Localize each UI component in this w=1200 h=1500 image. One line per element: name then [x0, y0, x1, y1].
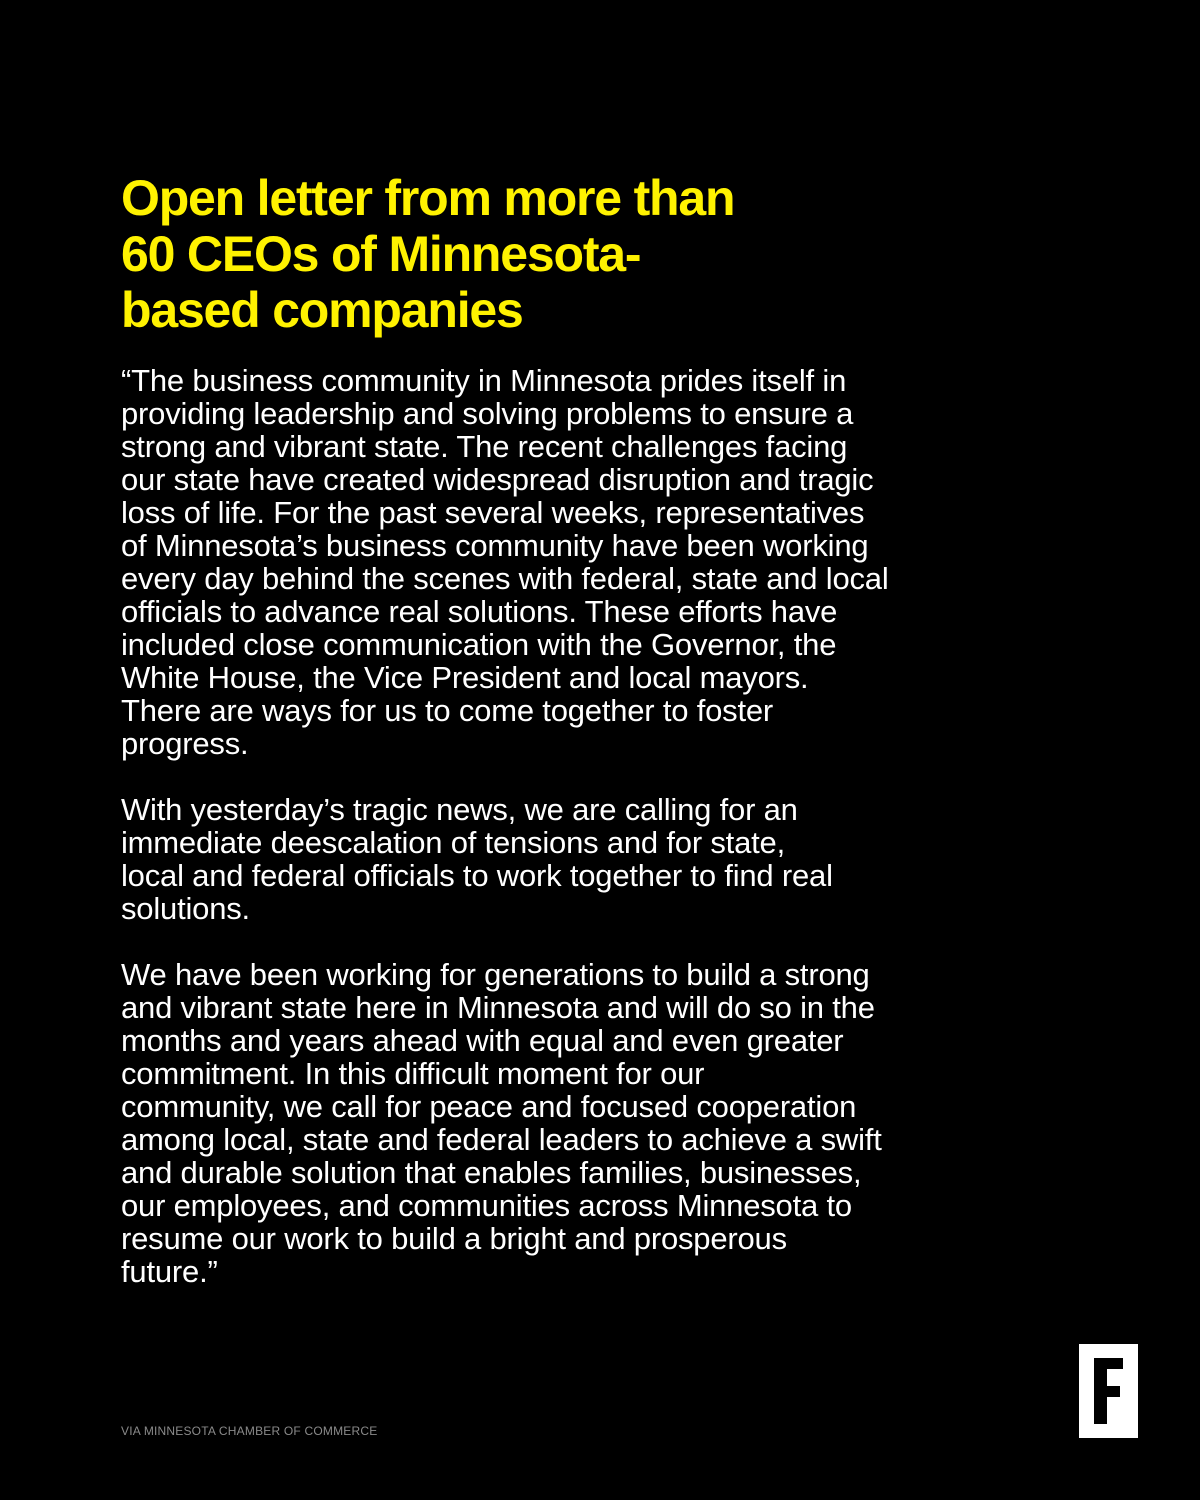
headline-line: based companies [121, 282, 523, 338]
source-credit: VIA MINNESOTA CHAMBER OF COMMERCE [121, 1424, 378, 1438]
text-line: White House, the Vice President and local mayors. [121, 660, 809, 695]
text-line: every day behind the scenes with federal, state and local [121, 561, 889, 596]
letter-paragraph-3 [121, 958, 1081, 1288]
text-line: We have been working for generations to build a strong [121, 957, 870, 992]
text-line: included close communication with the Governor, the [121, 627, 837, 662]
text-line: progress. [121, 726, 249, 761]
text-line: our employees, and communities across Minnesota to [121, 1188, 852, 1223]
text-line: and durable solution that enables families, businesses, [121, 1155, 862, 1190]
text-line: officials to advance real solutions. These efforts have [121, 594, 838, 629]
text-line: of Minnesota’s business community have been working [121, 528, 869, 563]
text-line: our state have created widespread disruption and tragic [121, 462, 874, 497]
text-line: local and federal officials to work together to find real [121, 858, 833, 893]
text-line: solutions. [121, 891, 250, 926]
text-line: immediate deescalation of tensions and for state, [121, 825, 785, 860]
text-line: “The business community in Minnesota prides itself in [121, 363, 847, 398]
headline-line: 60 CEOs of Minnesota- [121, 226, 641, 282]
text-line: providing leadership and solving problems to ensure a [121, 396, 854, 431]
text-line: There are ways for us to come together to foster [121, 693, 774, 728]
text-line: strong and vibrant state. The recent challenges facing [121, 429, 848, 464]
text-line: months and years ahead with equal and even greater [121, 1023, 844, 1058]
text-line: loss of life. For the past several weeks, representatives [121, 495, 865, 530]
brand-logo-icon [1079, 1344, 1138, 1438]
text-line: resume our work to build a bright and prosperous [121, 1221, 787, 1256]
letter-paragraph-1 [121, 364, 1081, 760]
letter-body [121, 364, 1081, 1288]
headline-line: Open letter from more than [121, 170, 735, 226]
text-line: future.” [121, 1254, 218, 1289]
text-line: among local, state and federal leaders to achieve a swift [121, 1122, 882, 1157]
text-line: community, we call for peace and focused cooperation [121, 1089, 857, 1124]
letter-paragraph-2 [121, 793, 1081, 925]
text-line: and vibrant state here in Minnesota and will do so in the [121, 990, 875, 1025]
text-line: commitment. In this difficult moment for our [121, 1056, 705, 1091]
text-line: With yesterday’s tragic news, we are calling for an [121, 792, 798, 827]
headline [121, 170, 1021, 338]
